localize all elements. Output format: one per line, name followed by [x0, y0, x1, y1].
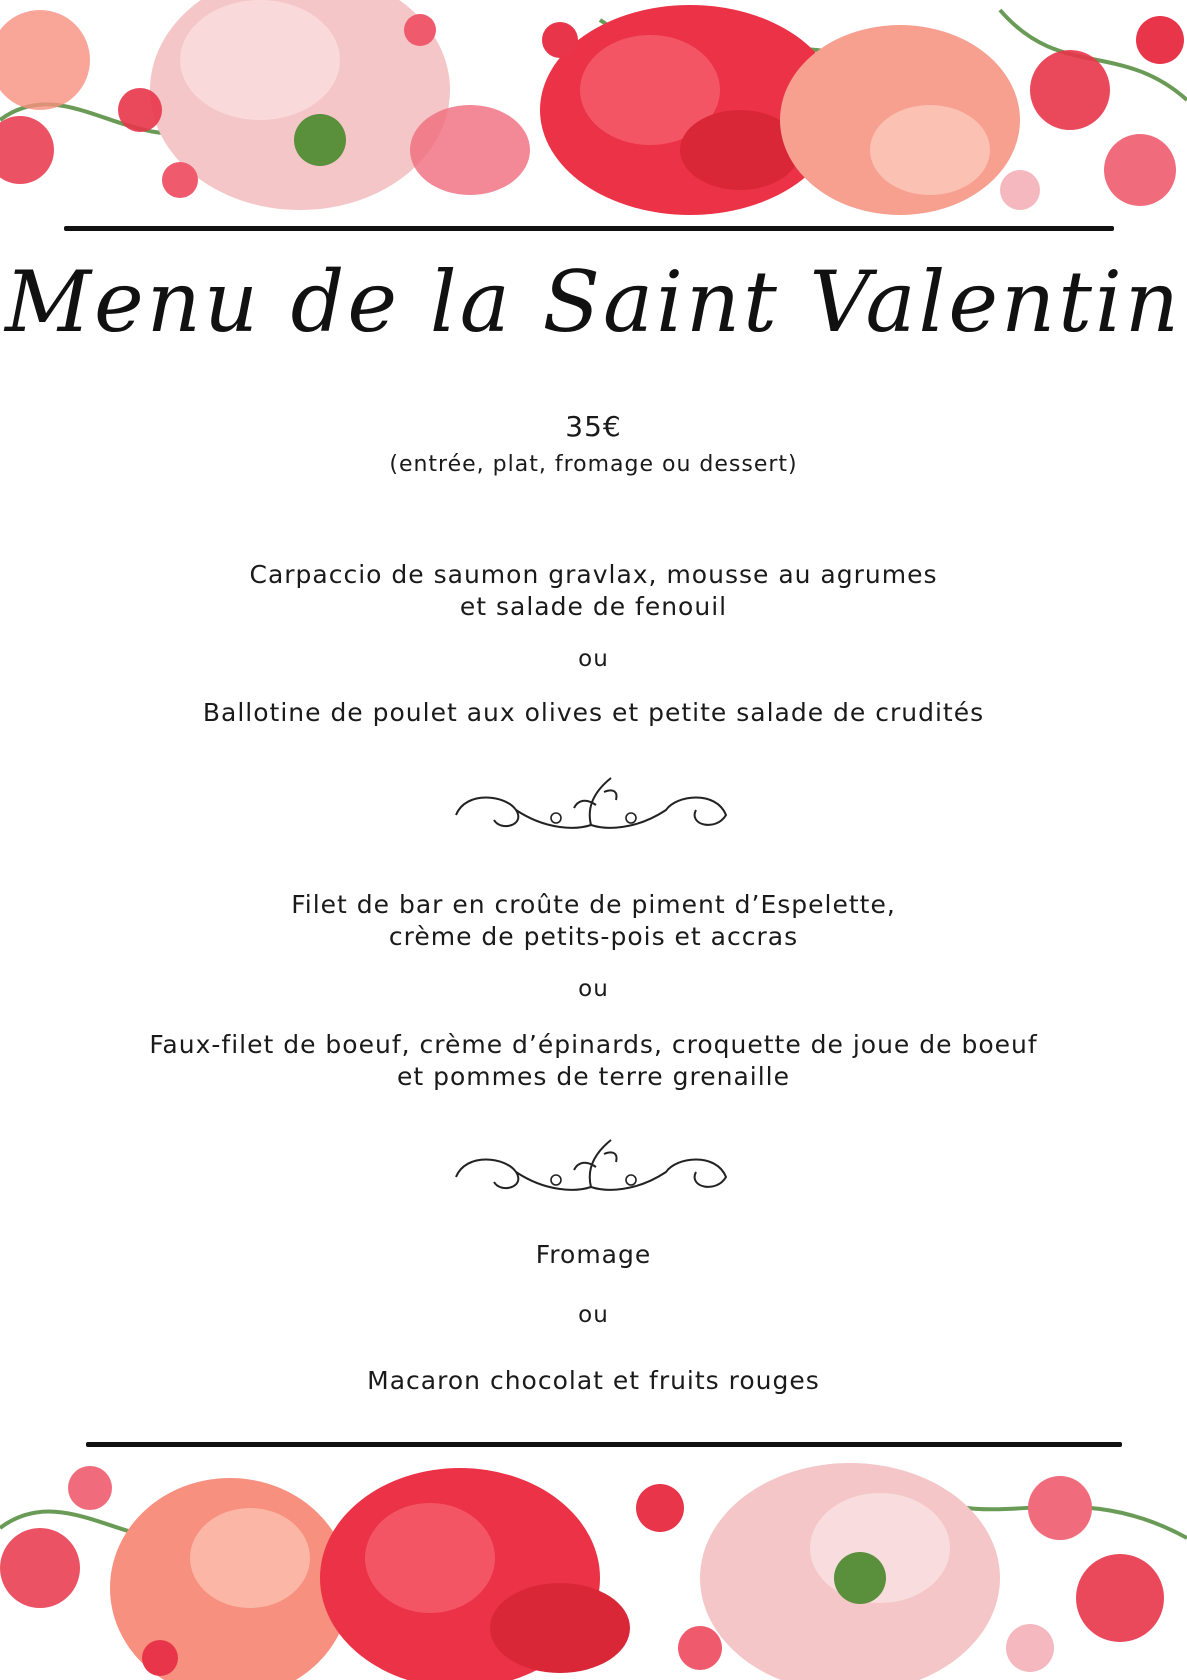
fin-option-2: Macaron chocolat et fruits rouges [367, 1366, 820, 1395]
entree-separator: ou [578, 646, 609, 672]
fin-separator: ou [578, 1302, 609, 1328]
bottom-divider-line [86, 1442, 1122, 1447]
plat-option-1-line-2: crème de petits-pois et accras [388, 922, 799, 951]
plat-option-2-line-2: et pommes de terre grenaille [397, 1062, 790, 1091]
menu-price: 35€ [565, 410, 622, 443]
entree-option-1-line-2: et salade de fenouil [459, 592, 728, 621]
menu-title: Menu de la Saint Valentin [5, 253, 1182, 351]
entree-option-1-line-1: Carpaccio de saumon gravlax, mousse au agrumes [249, 560, 938, 589]
plat-option-2-line-1: Faux-filet de boeuf, crème d’épinards, croquette de joue de boeuf [149, 1030, 1038, 1059]
plat-option-1-line-1: Filet de bar en croûte de piment d’Espelette, [291, 890, 896, 919]
flourish-divider-icon [446, 770, 736, 840]
plat-separator: ou [578, 976, 609, 1002]
entree-option-2: Ballotine de poulet aux olives et petite salade de crudités [202, 698, 985, 727]
price-note: (entrée, plat, fromage ou dessert) [389, 452, 798, 477]
flourish-divider-icon [446, 1132, 736, 1202]
top-floral-border [0, 0, 1187, 228]
top-divider-line [64, 226, 1114, 231]
bottom-floral-border [0, 1448, 1187, 1680]
fin-option-1: Fromage [535, 1240, 652, 1269]
